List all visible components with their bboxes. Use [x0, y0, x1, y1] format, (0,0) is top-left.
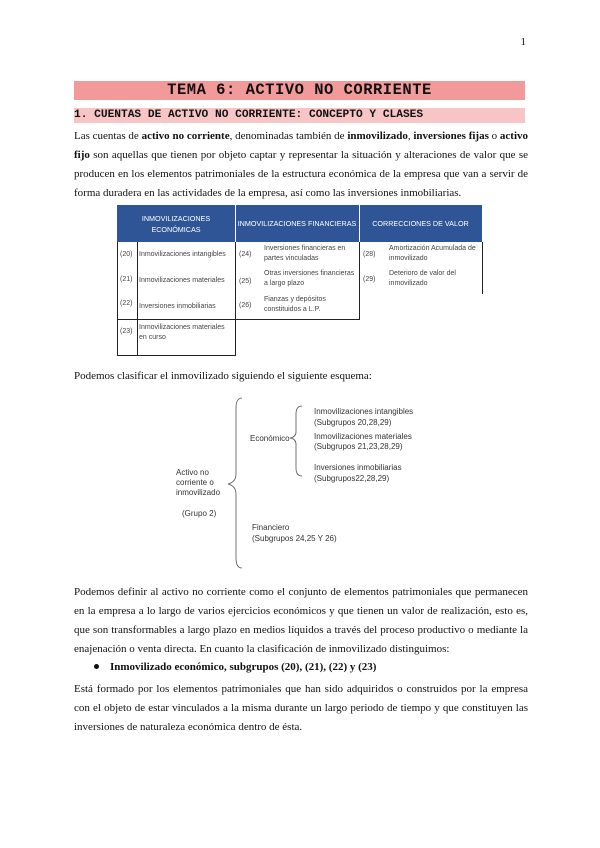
schema-item-sub: (Subgrupos 20,28,29) [314, 418, 392, 427]
cell-financiera: Inversiones financieras en partes vinculadas [264, 245, 346, 262]
table-divider [482, 242, 483, 294]
outer-brace [228, 398, 242, 568]
schema-item-sub: (Subgrupos 21,23,28,29) [314, 442, 403, 451]
table-divider [117, 242, 118, 355]
bullet-item: Inmovilizado económico, subgrupos (20), (21), (22) y (23) [94, 659, 376, 676]
code-25: (25) [239, 278, 252, 285]
code-22: (22) [120, 300, 133, 307]
page-number: 1 [520, 36, 526, 48]
cell-economica: Inmovilizaciones intangibles [139, 251, 226, 258]
table-divider [117, 355, 236, 356]
schema-economico: Económico [250, 434, 290, 443]
definition-paragraph: Podemos definir al activo no corriente como el conjunto de elementos patrimoniales que permanecen en la empresa a lo largo de varios ejercicios económicos y que tienen un valor de realización, esto es, que son transformables a largo plazo en medios líquidos a través del proceso productivo o mediante la enajenación o venta directa. En cuanto la clasificación de inmovilizado distinguimos: [74, 586, 528, 655]
cell-financiera: Otras inversiones financieras a largo plazo [264, 270, 355, 287]
schema-financiero-sub: (Subgrupos 24,25 Y 26) [252, 534, 337, 543]
cell-economica: Inversiones inmobiliarias [139, 303, 216, 310]
table-divider [235, 242, 236, 355]
table-divider [359, 242, 360, 320]
code-29: (29) [363, 276, 376, 283]
schema-root: Activo no corriente o inmovilizado [176, 468, 221, 497]
schema-item-label: Inmovilizaciones materiales [314, 432, 412, 441]
schema-item-sub: (Subgrupos22,28,29) [314, 474, 390, 483]
schema-intro: Podemos clasificar el inmovilizado siguiendo el siguiente esquema: [74, 370, 372, 382]
cell-correccion: Amortización Acumulada de inmovilizado [389, 245, 476, 262]
header-economicas: INMOVILIZACIONES ECONÓMICAS [117, 205, 236, 242]
cell-correccion: Deterioro de valor del inmovilizado [389, 270, 456, 287]
economic-brace [290, 406, 302, 476]
header-correcciones: CORRECCIONES DE VALOR [372, 219, 469, 228]
section-heading: 1. CUENTAS DE ACTIVO NO CORRIENTE: CONCEPTO Y CLASES [74, 108, 525, 123]
cell-financiera: Fianzas y depósitos constituidos a L.P. [264, 296, 326, 313]
cell-economica: Inmovilizaciones materiales en curso [139, 324, 225, 341]
bullet-paragraph: Está formado por los elementos patrimoniales que han sido adquiridos o construidos por la empresa con el objeto de estar vinculados a la misma durante un largo periodo de tiempo y que constituyen las inversiones de naturaleza económica dentro de ésta. [74, 683, 528, 733]
page-title: TEMA 6: ACTIVO NO CORRIENTE [74, 81, 525, 100]
code-20: (20) [120, 251, 133, 258]
bullet-dot [94, 664, 99, 669]
code-28: (28) [363, 251, 376, 258]
table-divider [137, 242, 138, 355]
classification-schema [170, 390, 470, 580]
code-21: (21) [120, 276, 133, 283]
code-26: (26) [239, 302, 252, 309]
header-financieras: INMOVILIZACIONES FINANCIERAS [235, 205, 360, 242]
intro-paragraph: Las cuentas de activo no corriente, denominadas también de inmovilizado, inversiones fijas o activo fijo son aquellas que tienen por objeto captar y representar la situación y alteraciones de valor que se producen en los elementos patrimoniales de la estructura económica de la empresa que van a servir de forma duradera en las actividades de la empresa, así como las inversiones inmobiliarias. [74, 130, 529, 199]
table-divider [117, 319, 360, 320]
code-24: (24) [239, 251, 252, 258]
schema-item-label: Inversiones inmobiliarias [314, 463, 402, 472]
schema-root-group: (Grupo 2) [182, 509, 217, 518]
schema-item-label: Inmovilizaciones intangibles [314, 407, 414, 416]
code-23: (23) [120, 328, 133, 335]
cell-economica: Inmovilizaciones materiales [139, 277, 225, 284]
schema-financiero: Financiero [252, 523, 290, 532]
